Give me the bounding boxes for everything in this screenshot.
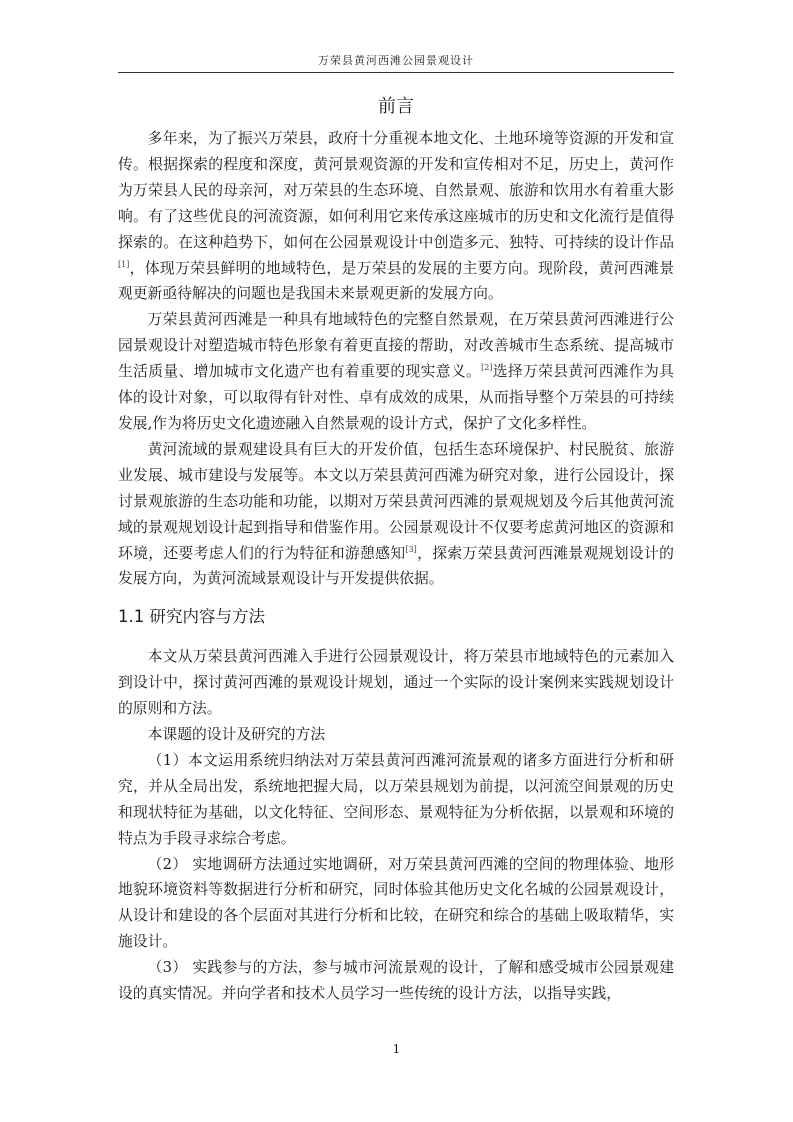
intro-paragraph-2: 万荣县黄河西滩是一种具有地域特色的完整自然景观，在万荣县黄河西滩进行公园景观设计对塑造城市特色形象有着更直接的帮助，对改善城市生态系统、提高城市生活质量、增加城市文化遗产也有着重要的现实意义。[2]选择万荣县黄河西滩作为具体的设计对象，可以取得有针对性、卓有成效的成果，从而指导整个万荣县的可持续发展,作为将历史文化遗迹融入自然景观的设计方式，保护了文化多样性。 bbox=[118, 311, 674, 432]
citation-ref-3: [3] bbox=[405, 544, 417, 554]
page-number: 1 bbox=[392, 1042, 401, 1056]
page-title: 前言 bbox=[378, 96, 414, 117]
method-item-3: （3） 实践参与的方法，参与城市河流景观的设计，了解和感受城市公园景观建设的真实情况。并向学者和技术人员学习一些传统的设计方法，以指导实践， bbox=[118, 959, 674, 1003]
section-paragraph-1: 本文从万荣县黄河西滩入手进行公园景观设计，将万荣县市地域特色的元素加入到设计中，探讨黄河西滩的景观设计规划，通过一个实际的设计案例来实践规划设计的原则和方法。 bbox=[118, 648, 674, 718]
intro-paragraph-3: 黄河流域的景观建设具有巨大的开发价值，包括生态环境保护、村民脱贫、旅游业发展、城市建设与发展等。本文以万荣县黄河西滩为研究对象，进行公园设计，探讨景观旅游的生态功能和功能，以期对万荣县黄河西滩的景观规划及今后其他黄河流域的景观规划设计起到指导和借鉴作用。公园景观设计不仅要考虑黄河地区的资源和环境，还要考虑人们的行为特征和游憩感知[3]，探索万荣县黄河西滩景观规划设计的发展方向，为黄河流域景观设计与开发提供依据。 bbox=[118, 440, 674, 588]
header-rule bbox=[118, 72, 674, 73]
section-paragraph-2: 本课题的设计及研究的方法 bbox=[147, 726, 326, 744]
section-heading: 1.1 研究内容与方法 bbox=[118, 607, 265, 627]
citation-ref-2: [2] bbox=[481, 363, 493, 373]
running-header: 万荣县黄河西滩公园景观设计 bbox=[318, 54, 474, 67]
method-item-1: （1）本文运用系统归纳法对万荣县黄河西滩河流景观的诸多方面进行分析和研究，并从全局出发，系统地把握大局，以万荣县规划为前提，以河流空间景观的历史和现状特征为基础，以文化特征、空间形态、景观特征为分析依据，以景观和环境的特点为手段寻求综合考虑。 bbox=[118, 751, 674, 847]
citation-ref-1: [1] bbox=[118, 259, 130, 269]
method-item-2: （2） 实地调研方法通过实地调研，对万荣县黄河西滩的空间的物理体验、地形地貌环境资料等数据进行分析和研究，同时体验其他历史文化名城的公园景观设计，从设计和建设的各个层面对其进行分析和比较，在研究和综合的基础上吸取精华，实施设计。 bbox=[118, 855, 674, 951]
page-body bbox=[118, 88, 674, 1007]
intro-paragraph-1: 多年来，为了振兴万荣县，政府十分重视本地文化、土地环境等资源的开发和宣传。根据探索的程度和深度，黄河景观资源的开发和宣传相对不足，历史上，黄河作为万荣县人民的母亲河，对万荣县的生态环境、自然景观、旅游和饮用水有着重大影响。有了这些优良的河流资源，如何利用它来传承这座城市的历史和文化流行是值得探索的。在这种趋势下，如何在公园景观设计中创造多元、独特、可持续的设计作品[1]，体现万荣县鲜明的地域特色，是万荣县的发展的主要方向。现阶段，黄河西滩景观更新亟待解决的问题也是我国未来景观更新的发展方向。 bbox=[118, 130, 674, 303]
